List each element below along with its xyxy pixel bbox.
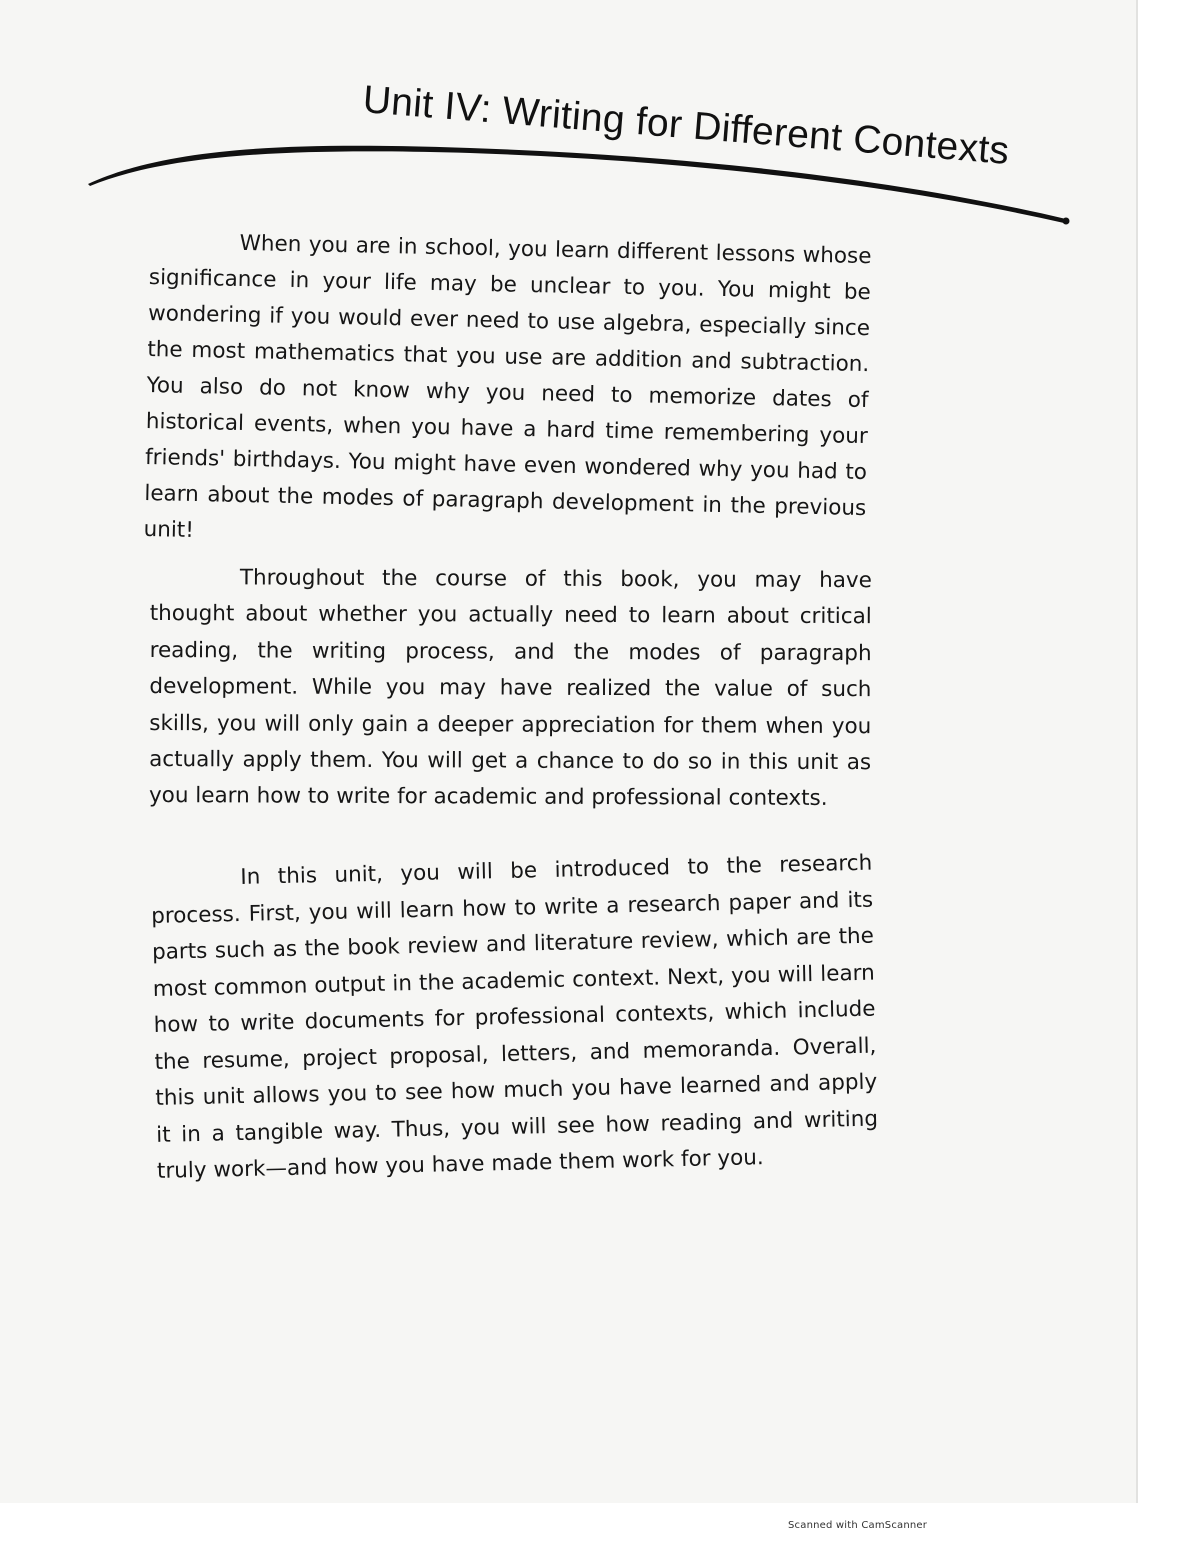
scanner-watermark: Scanned with CamScanner [788, 1520, 928, 1531]
course-paragraph: Throughout the course of this book, you may have thought about whether you actually need to learn about critical reading, the writing process, and the modes of paragraph development. While you may have realized the value of such skills, you will only gain a deeper appreciation for them when you actually apply them. You will get a chance to do so in this unit as you learn how to write for academic and professional contexts. [148, 565, 872, 812]
unit-header [0, 0, 1138, 260]
swoosh-end-dot [1063, 218, 1070, 225]
intro-paragraph: When you are in school, you learn different lessons whose significance in your life may be unclear to you. You might be wondering if you would ever need to use algebra, especially since the most mathematics that you use are addition and subtraction. You also do not know why you need to memorize dates of historical events, when you have a hard time remembering your friends' birthdays. You might have even wondered why you had to learn about the modes of paragraph development in the previous unit! [143, 230, 872, 543]
unit-overview-paragraph: In this unit, you will be introduced to the research process. First, you will learn how to write a research paper and its parts such as the book review and literature review, which are the most common output in the academic context. Next, you will learn how to write documents for professional contexts, which include the resume, project proposal, letters, and memoranda. Overall, this unit allows you to see how much you have learned and apply it in a tangible way. Thus, you will see how reading and writing truly work—and how you have made them work for you. [150, 850, 879, 1184]
swoosh-line [88, 146, 1066, 223]
title-swoosh-decoration [0, 0, 1138, 260]
unit-title: Unit IV: Writing for Different Contexts [361, 78, 1011, 173]
